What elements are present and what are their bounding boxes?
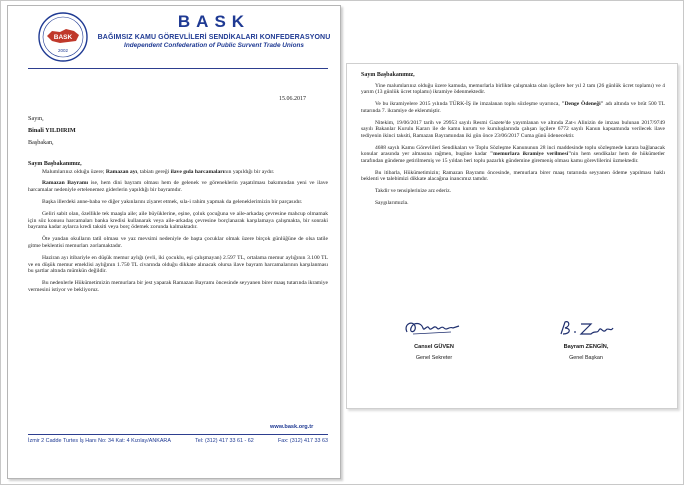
footer-tel: Tel: (312) 417 33 61 - 62 [195,438,254,444]
addressee-salute: Sayın, [28,114,44,122]
continuation-body [361,72,665,212]
footer-address: İzmir 2 Cadde Turtes İş Hanı No: 34 Kat: 4 Kızılay/ANKARA [28,438,171,444]
letter-page-2 [346,63,678,409]
handwritten-signature-right [551,316,621,340]
bask-logo [38,12,88,62]
continuation-paragraph-1: Yine malumlarınız olduğu üzere kamuda, memurlarla birlikte çalışmakta olan işçilere her yıl 2 tam (26 günlük ücret toplamı) ve 4 yarım (13 günlük ücret toplamı) ikramiye ödenmektedir. [361,82,665,96]
signature-block [361,316,665,396]
letter-footer [28,438,328,444]
paragraph-7: Bu nedenlerle Hükümetimizin memurlara bir jest yaparak Ramazan Bayramı öncesinde seyyanen birer maaş tutarında ikramiye vermesini istiyor ve bekliyoruz. [28,280,328,293]
org-name-tr: BAĞIMSIZ KAMU GÖREVLİLERİ SENDİKALARI KONFEDERASYONU [97,34,331,41]
paragraph-1: Malumlarınız olduğu üzere; Ramazan ayı, tabiatı gereği ilave gıda harcamalarının yapıldığı bir aydır. [42,168,275,175]
letter-body [28,96,328,299]
signer-right-name: Bayram ZENGİN, [563,344,609,350]
logo-year: 2002 [57,48,69,53]
paragraph-6: Haziran ayı itibariyle en düşük memur aylığı (evli, iki çocuklu, eşi çalışmayan) 2.597 TL, ortalama memur aylığının 3.100 TL ve en düşük memur emeklisi aylığının 1.750 TL civarında olduğu dikkate alınacak olursa ilave bayram harcamalarının karşılanması bu şartlar altında mümkün değildir. [28,254,328,275]
org-name-en: Independent Confederation of Public Survent Trade Unions [124,42,304,49]
signer-right-title: Genel Başkan [569,355,603,361]
paragraph-3: Başka illerdeki anne-baba ve diğer yakınlarını ziyaret etmek, sıla-i rahim yapmak da geleneklerimizin bir parçasıdır. [42,198,303,205]
continuation-salute: Sayın Başbakanımız, [361,72,415,78]
signer-left-name: Cansel GÜVEN [414,344,454,350]
website-link[interactable]: www.bask.org.tr [270,424,314,430]
letterhead [94,12,334,49]
paragraph-5: Öte yandan okulların tatil olması ve yaz mevsimi nedeniyle de başta çocuklar olmak üzere birçok günlüğüne de olsa tatile gitme beklentisi memurları zorlamaktadır. [28,236,328,249]
addressee-title: Başbakan, [28,138,54,146]
signer-left-title: Genel Sekreter [415,355,453,361]
addressee-name: Binali YILDIRIM [28,126,76,134]
logo-text: BASK [53,34,73,41]
continuation-paragraph-4: 4688 sayılı Kamu Görevlileri Sendikaları ve Toplu Sözleşme Kanununun 28 inci maddesinde toplu sözleşmede karara bağlanacak konular arasında yer almasına rağmen, bugüne kadar "memurlara ikramiye verilmesi"nin hem sendikalar hem de hükümetler tarafından gündeme getirilmemiş ve 15 yıldan beri toplu pazarlık gündemine giremeniş olması kamu görevlilerini üzmektedir. [361,144,666,165]
paragraph-2: Ramazan Bayramı ise, hem dini bayram olması hem de gelenek ve göreneklerin yaşatılması bakımından yeni ve ilave harcamalar nedeniyle ertelenemez giderlerin yapıldığı bir bayramdır. [28,180,328,194]
continuation-paragraph-7: Saygılarımızla. [375,199,409,206]
signature-left [379,316,489,361]
continuation-paragraph-3: Nitekim, 19/06/2017 tarih ve 29953 sayılı Resmi Gazete'de yayımlanan ve altında Zat-ı Alinizin de imzası bulunan 2017/9749 sayılı Bakanlar Kurulu Kararı ile de kamu kurum ve kuruluşlarında çalışan işçilere 6772 sayılı Kanun kapsamında verilecek ilave tediyenin ikinci taksiti, Ramazan Bayramından iki gün önce 23/06/2017 Cuma günü ödenecektir. [361,119,665,139]
handwritten-signature-left [399,316,469,340]
footer-rule [28,434,328,435]
continuation-paragraph-6: Takdir ve tensiplerinize arz ederiz. [375,188,452,195]
footer-fax: Fax: (312) 417 33 63 [277,438,328,444]
letter-date: 15.06.2017 [279,96,306,102]
paragraph-4: Geliri sabit olan, özellikle tek maaşla aile; aile büyüklerine, eşine, çoluk çocuğuna ve aile-arkadaş çevresine mahcup olmamak için söz konusu harcamaları banka kredisi kullanarak veya aile-arkadaş çevresine borçlanarak karşılamaya çalışmakta, bir sonraki bayrama kadar aylarca kredi taksiti veya borç ödemek zorunda kalmaktadır. [28,210,328,231]
letter-salute: Sayın Başbakanımız, [28,160,82,167]
addressee-block [28,113,328,149]
header-rule [28,68,328,69]
letter-page-1 [7,5,341,479]
brand-name: BASK [177,12,251,31]
continuation-paragraph-2: Ve bu ikramiyelere 2015 yılında TÜRK-İŞ ile imzalanan toplu sözleşme uyarınca, "Denge Ödeneği" adı altında ve brüt 500 TL tutarında 7. ikramiye de eklenmiştir. [361,101,666,114]
signature-right [531,316,641,361]
continuation-paragraph-5: Bu itibarla, Hükümetimizin; Ramazan Bayramı öncesinde, memurlara birer maaş tutarında seyyanen ödeme yapılması haklı beklenti ve talebimizi dikkate alacağına inancımız tamdır. [361,169,665,183]
